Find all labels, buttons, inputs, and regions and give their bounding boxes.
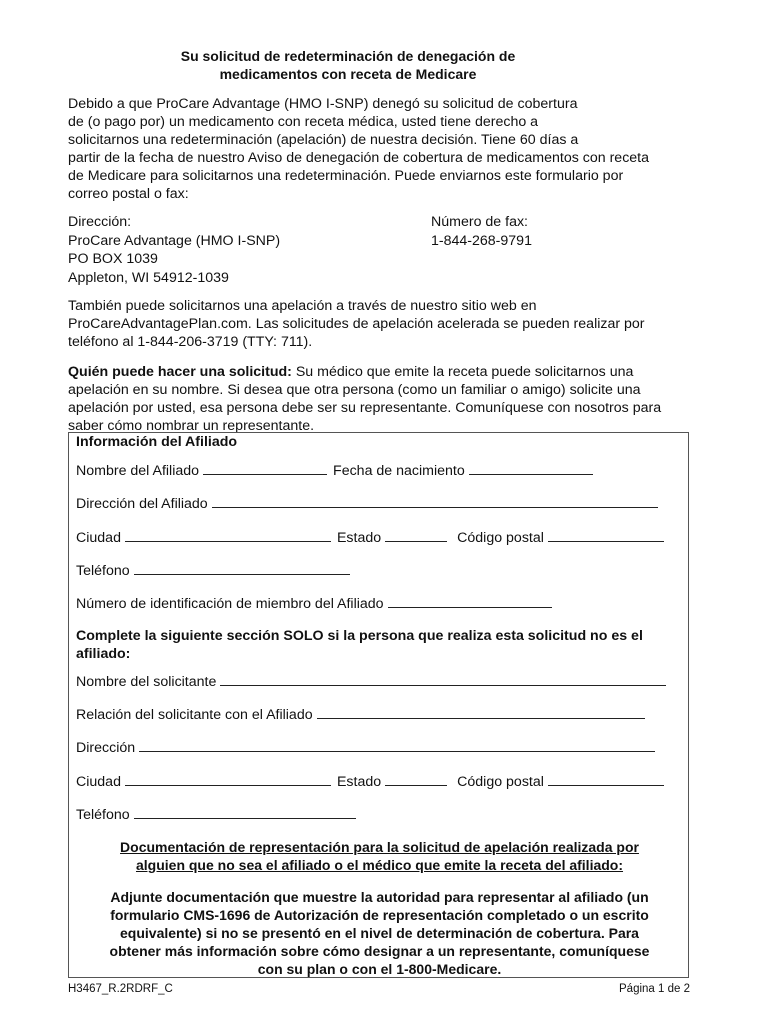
requester-name-field[interactable]: [220, 685, 666, 686]
fax-label: Número de fax:: [431, 214, 528, 230]
address-line: PO BOX 1039: [68, 251, 158, 267]
intro-line: correo postal o fax:: [68, 186, 189, 202]
requester-relation-row: [76, 703, 645, 723]
form-code: H3467_R.2RDRF_C: [68, 983, 173, 995]
who-heading: Quién puede hacer una solicitud:: [68, 364, 292, 380]
phone-label: Teléfono: [76, 807, 130, 823]
state-label: Estado: [336, 530, 382, 546]
birth-date-label: Fecha de nacimiento: [333, 463, 465, 479]
form-box: [68, 432, 689, 978]
representation-doc-body: [79, 888, 680, 978]
requester-city-row: [76, 770, 664, 790]
web-line: También puede solicitarnos una apelación a través de nuestro sitio web en: [68, 298, 537, 314]
member-info-heading: Información del Afiliado: [76, 434, 238, 450]
intro-line: partir de la fecha de nuestro Aviso de denegación de cobertura de medicamentos con receta: [68, 150, 650, 166]
doc-heading-line: Documentación de representación para la solicitud de apelación realizada por: [120, 839, 639, 855]
who-line: apelación en su nombre. Si desea que otra persona (como un familiar o amigo) solicite una: [68, 382, 641, 398]
phone-field[interactable]: [134, 574, 350, 575]
requester-address-row: [76, 736, 655, 756]
birth-date-field[interactable]: [469, 474, 593, 475]
city-label: Ciudad: [76, 530, 121, 546]
member-address-label: Dirección del Afiliado: [76, 496, 208, 512]
web-line: teléfono al 1-844-206-3719 (TTY: 711).: [68, 334, 313, 350]
form-title-line1: Su solicitud de redeterminación de denegación de: [180, 48, 516, 64]
intro-line: solicitarnos una redeterminación (apelación) de nuestra decisión. Tiene 60 días a: [68, 132, 579, 148]
member-city-row: [76, 526, 664, 546]
member-address-field[interactable]: [212, 507, 658, 508]
who-line: saber cómo nombrar un representante.: [68, 418, 315, 434]
zip-label: Código postal: [457, 530, 544, 546]
form-title: [68, 47, 628, 83]
member-name-row: [76, 459, 593, 479]
web-line: ProCareAdvantagePlan.com. Las solicitudes de apelación acelerada se pueden realizar por: [68, 316, 645, 332]
intro-line: Debido a que ProCare Advantage (HMO I-SNP) denegó su solicitud de cobertura: [68, 96, 578, 112]
city-field[interactable]: [125, 541, 331, 542]
requester-relation-label: Relación del solicitante con el Afiliado: [76, 707, 313, 723]
member-name-field[interactable]: [203, 474, 327, 475]
who-paragraph: [68, 363, 718, 435]
intro-line: de Medicare para solicitarnos una redeterminación. Puede enviarnos este formulario por: [68, 168, 624, 184]
requester-address-label: Dirección: [76, 740, 136, 756]
web-paragraph: [68, 297, 708, 351]
mailing-address: [68, 213, 280, 287]
requester-phone-row: [76, 803, 356, 823]
requester-zip-field[interactable]: [548, 785, 664, 786]
state-field[interactable]: [385, 541, 447, 542]
who-line: apelación por usted, esa persona debe ser su representante. Comuníquese con nosotros para: [68, 400, 662, 416]
representation-doc-heading: [69, 838, 690, 874]
page-number: Página 1 de 2: [619, 983, 690, 995]
doc-heading-line: alguien que no sea el afiliado o el médico que emite la receta del afiliado:: [135, 857, 624, 873]
requester-phone-field[interactable]: [134, 818, 356, 819]
requester-name-label: Nombre del solicitante: [76, 674, 217, 690]
intro-paragraph: [68, 95, 708, 203]
phone-label: Teléfono: [76, 563, 130, 579]
doc-body-line: formulario CMS-1696 de Autorización de representación completado o un escrito: [110, 907, 649, 923]
requester-state-field[interactable]: [385, 785, 447, 786]
requester-address-field[interactable]: [139, 751, 655, 752]
state-label: Estado: [336, 774, 382, 790]
who-line: Su médico que emite la receta puede solicitarnos una: [291, 364, 634, 380]
doc-body-line: Adjunte documentación que muestre la autoridad para representar al afiliado (un: [110, 889, 649, 905]
requester-relation-field[interactable]: [317, 718, 645, 719]
member-id-row: [76, 592, 552, 612]
who-first-line: [68, 363, 718, 381]
address-line: Appleton, WI 54912-1039: [68, 269, 229, 286]
requester-note: Complete la siguiente sección SOLO si la persona que realiza esta solicitud no es el afiliado:: [76, 628, 643, 662]
requester-name-row: [76, 670, 666, 690]
member-id-field[interactable]: [388, 607, 552, 608]
doc-body-line: con su plan o con el 1-800-Medicare.: [257, 961, 502, 977]
zip-label: Código postal: [457, 774, 544, 790]
requester-city-field[interactable]: [125, 785, 331, 786]
form-title-line2: medicamentos con receta de Medicare: [219, 66, 477, 82]
doc-body-line: obtener más información sobre cómo designar a un representante, comuníquese: [109, 943, 650, 959]
member-id-label: Número de identificación de miembro del Afiliado: [76, 596, 384, 612]
address-label: Dirección:: [68, 214, 132, 230]
city-label: Ciudad: [76, 774, 121, 790]
fax-info: [431, 213, 532, 250]
address-line: ProCare Advantage (HMO I-SNP): [68, 232, 281, 249]
member-name-label: Nombre del Afiliado: [76, 463, 200, 479]
fax-number: 1-844-268-9791: [431, 232, 532, 249]
zip-field[interactable]: [548, 541, 664, 542]
member-address-row: [76, 492, 658, 512]
member-phone-row: [76, 559, 350, 579]
doc-body-line: equivalente) si no se presentó en el nivel de determinación de cobertura. Para: [120, 925, 639, 941]
intro-line: de (o pago por) un medicamento con receta médica, usted tiene derecho a: [68, 114, 539, 130]
